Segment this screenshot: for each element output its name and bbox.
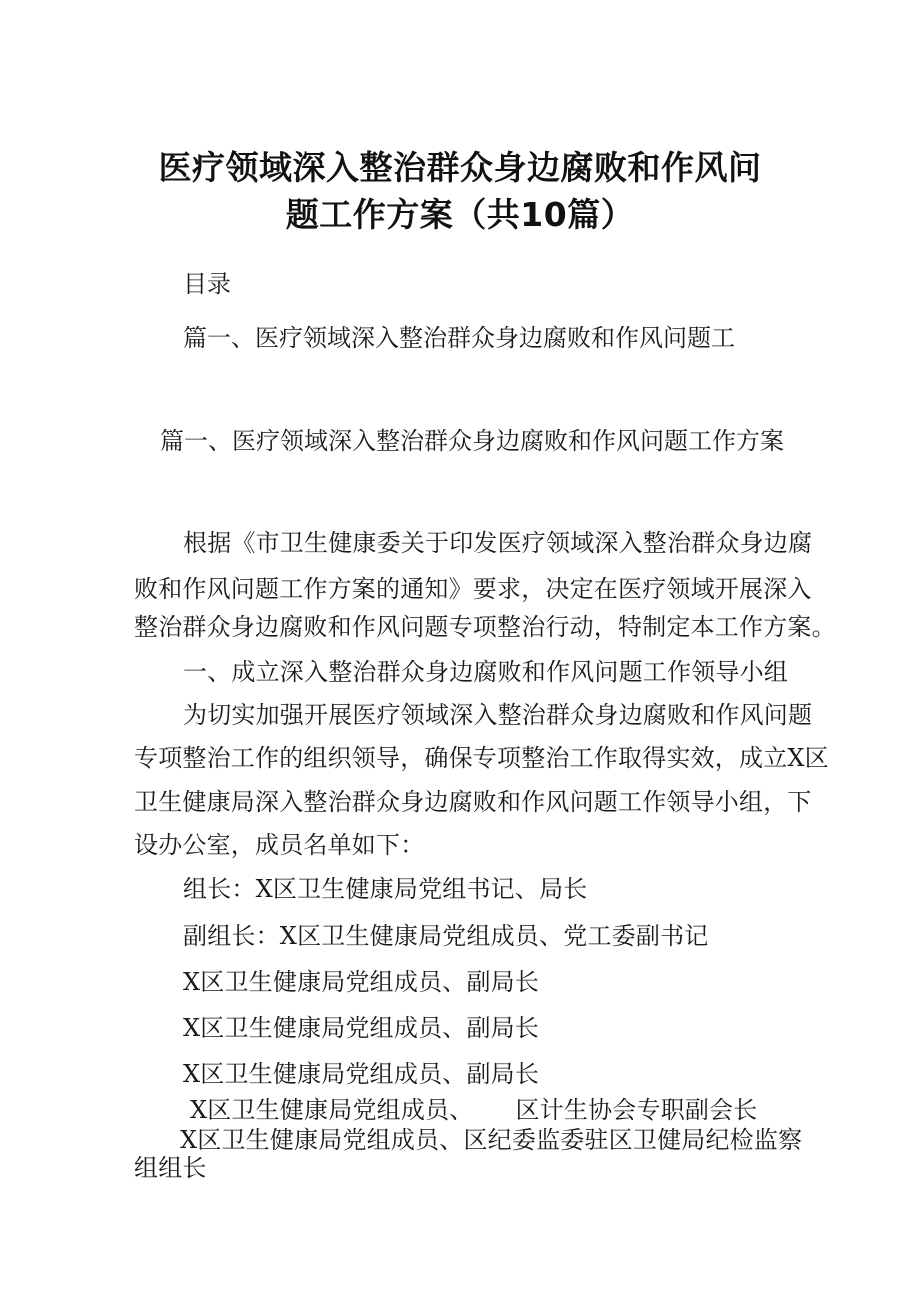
document-title-line-2: 题工作方案（共10篇） xyxy=(285,195,635,234)
paragraph-line: 根据《市卫生健康委关于印发医疗领域深入整治群众身边腐 xyxy=(183,529,813,557)
member-line: X区卫生健康局党组成员、区纪委监委驻区卫健局纪检监察 xyxy=(180,1126,803,1154)
member-line: X区卫生健康局党组成员、副局长 xyxy=(183,968,540,996)
subsection-heading: 一、成立深入整治群众身边腐败和作风问题工作领导小组 xyxy=(183,658,788,686)
member-line-deputy: 副组长：X区卫生健康局党组成员、党工委副书记 xyxy=(183,922,709,950)
member-line: X区卫生健康局党组成员、副局长 xyxy=(183,1060,540,1088)
member-line: X区卫生健康局党组成员、副局长 xyxy=(183,1014,540,1042)
member-line-continuation: 组组长 xyxy=(134,1154,207,1182)
paragraph-line: 卫生健康局深入整治群众身边腐败和作风问题工作领导小组，下 xyxy=(134,788,812,816)
paragraph-line: 整治群众身边腐败和作风问题专项整治行动，特制定本工作方案。 xyxy=(134,613,836,641)
member-line-part: 区计生协会专职副会长 xyxy=(515,1096,758,1124)
member-line-leader: 组长：X区卫生健康局党组书记、局长 xyxy=(183,875,588,903)
toc-item-1[interactable]: 篇一、医疗领域深入整治群众身边腐败和作风问题工 xyxy=(183,324,735,352)
toc-heading: 目录 xyxy=(183,270,231,298)
paragraph-line: 败和作风问题工作方案的通知》要求，决定在医疗领域开展深入 xyxy=(134,575,812,603)
member-line xyxy=(190,1094,758,1126)
member-line-part: X区卫生健康局党组成员、 xyxy=(190,1096,474,1124)
paragraph-line: 设办公室，成员名单如下： xyxy=(134,831,425,859)
paragraph-line: 为切实加强开展医疗领域深入整治群众身边腐败和作风问题 xyxy=(183,701,813,729)
section-heading: 篇一、医疗领域深入整治群众身边腐败和作风问题工作方案 xyxy=(160,427,784,455)
paragraph-line: 专项整治工作的组织领导，确保专项整治工作取得实效，成立X区 xyxy=(134,744,829,772)
document-title-line-1: 医疗领域深入整治群众身边腐败和作风问 xyxy=(158,148,762,187)
